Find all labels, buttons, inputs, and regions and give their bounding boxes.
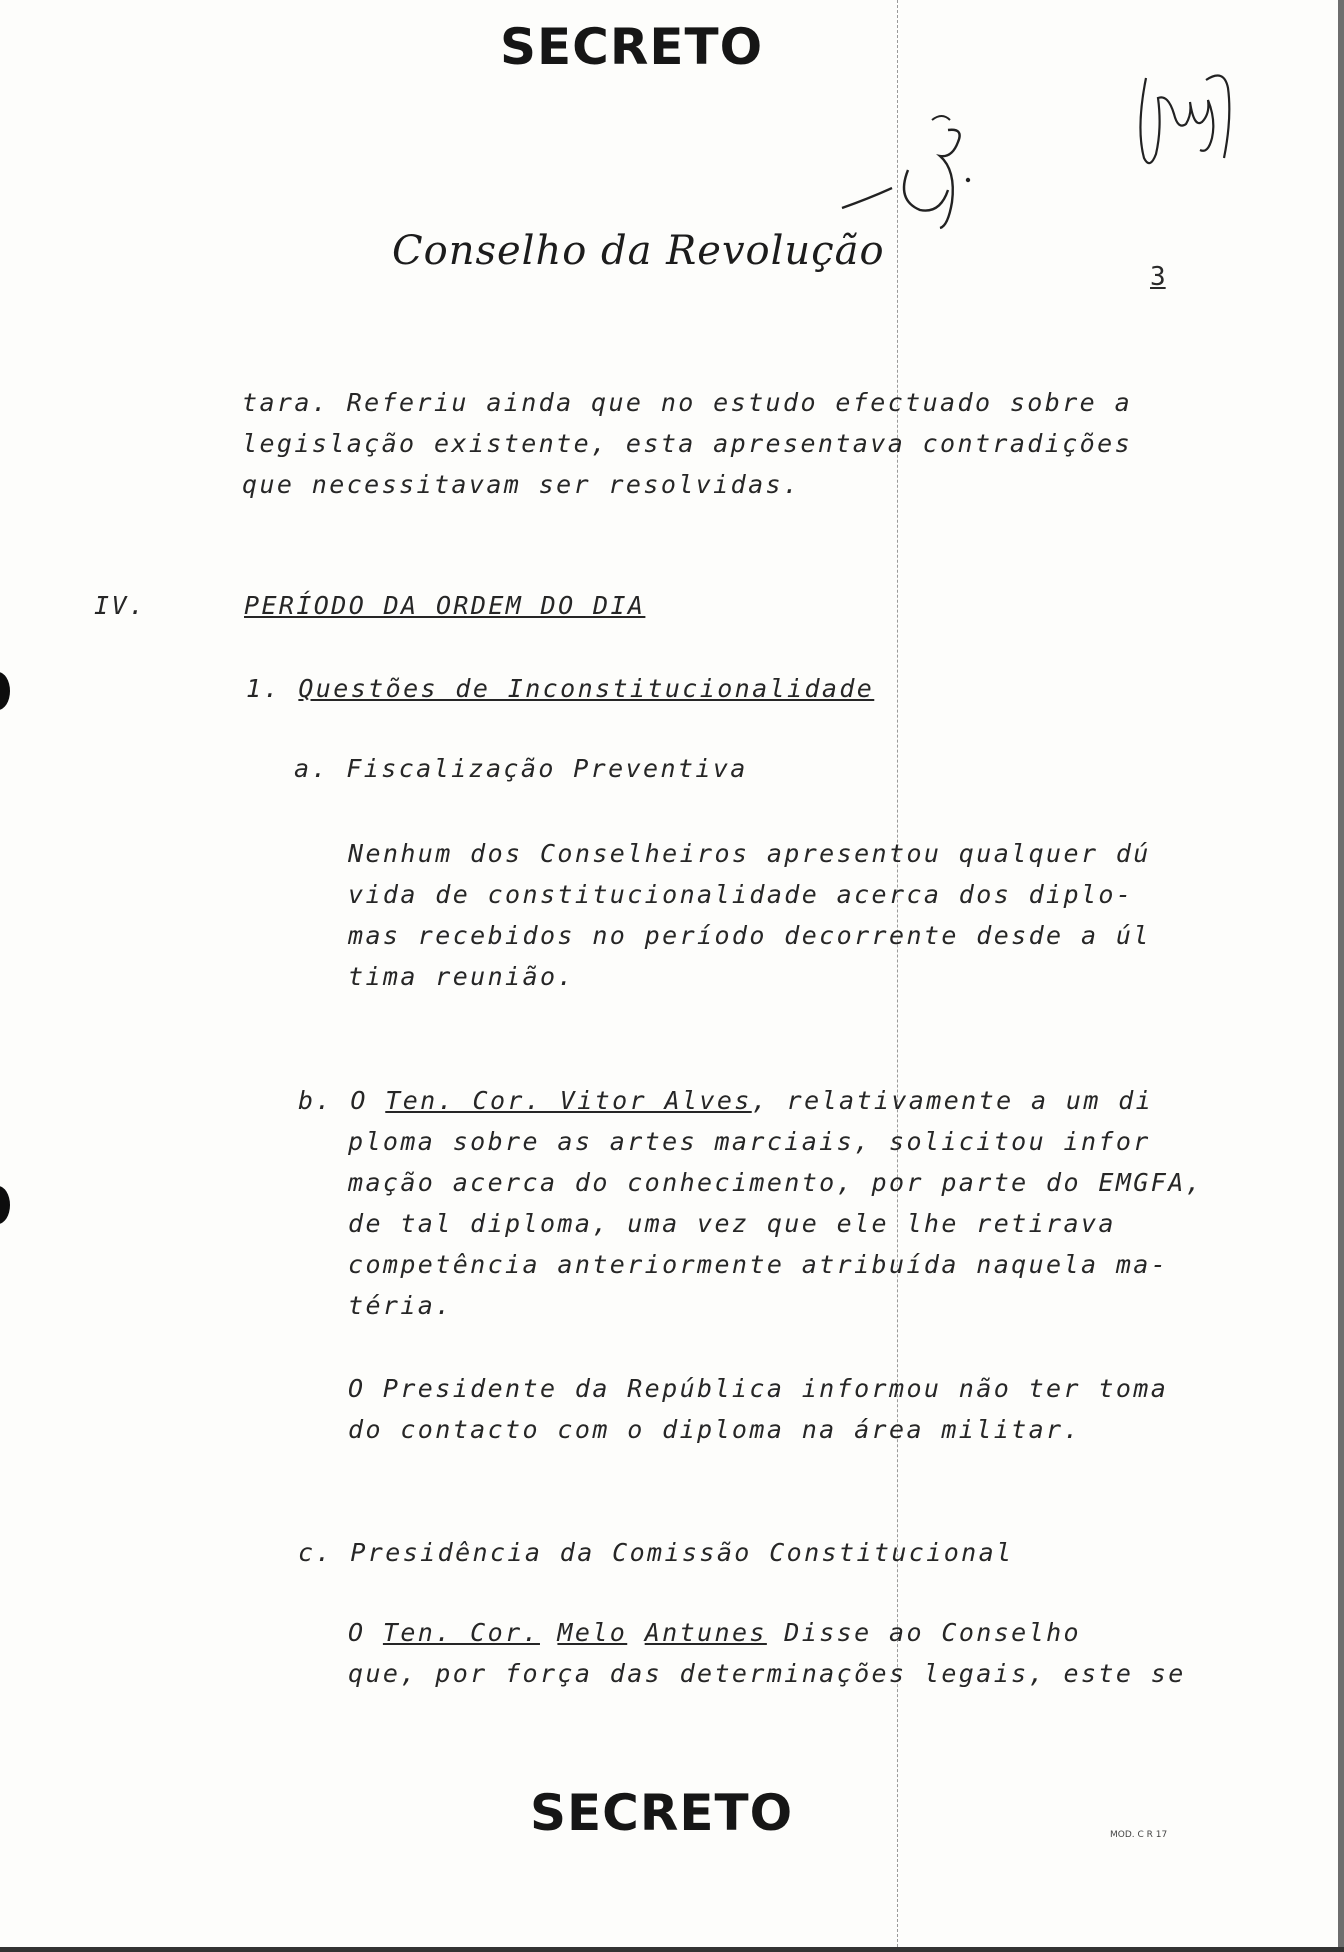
intro-line: que necessitavam ser resolvidas. <box>242 470 801 499</box>
sub-c-heading <box>298 1532 1014 1573</box>
sub-label: b. <box>298 1086 333 1115</box>
paragraph-line: Nenhum dos Conselheiros apresentou qualquer dú <box>348 839 1151 868</box>
paragraph-line: ploma sobre as artes marciais, solicitou infor <box>348 1127 1151 1156</box>
line-prefix: O <box>350 1086 386 1115</box>
sub-label: c. <box>298 1538 333 1567</box>
letterhead: Conselho da Revolução <box>392 228 885 274</box>
initials-signature <box>1128 58 1238 178</box>
paragraph-line: O Presidente da República informou não ter toma <box>348 1374 1169 1403</box>
paragraph-line: mação acerca do conhecimento, por parte do EMGFA, <box>348 1168 1204 1197</box>
sub-b-paragraph <box>298 1080 1153 1121</box>
punch-hole-top <box>0 672 10 710</box>
sub-label: a. <box>294 754 329 783</box>
speaker-name: Ten. Cor. Vitor Alves <box>385 1086 752 1115</box>
paragraph-line <box>298 1080 1153 1121</box>
form-code: MOD. C R 17 <box>1110 1830 1168 1840</box>
paragraph-line <box>348 1612 1186 1653</box>
sub-b-reply <box>348 1368 1168 1450</box>
paragraph-line: de tal diploma, uma vez que ele lhe retirava <box>348 1209 1116 1238</box>
speaker-rank: Ten. Cor. <box>382 1618 540 1647</box>
line-prefix: O <box>348 1618 383 1647</box>
paragraph-line: téria. <box>348 1291 453 1320</box>
paragraph-line: tima reunião. <box>348 962 575 991</box>
sub-title: Fiscalização Preventiva <box>346 754 748 783</box>
line-suffix: Disse ao Conselho <box>766 1618 1081 1647</box>
page-number: 3 <box>1150 262 1166 292</box>
classification-stamp-top: SECRETO <box>500 18 764 76</box>
section-title: PERÍODO DA ORDEM DO DIA <box>244 591 646 620</box>
punch-hole-bottom <box>0 1186 10 1224</box>
paragraph-line: competência anteriormente atribuída naquela ma- <box>348 1250 1169 1279</box>
sub-b-continuation <box>348 1121 1203 1326</box>
sub-c-paragraph <box>348 1612 1186 1694</box>
item-title: Questões de Inconstitucionalidade <box>298 674 875 703</box>
paragraph-line: vida de constitucionalidade acerca dos diplo- <box>348 880 1134 909</box>
sub-a-heading <box>294 748 748 789</box>
classification-stamp-bottom: SECRETO <box>530 1784 794 1842</box>
intro-line: legislação existente, esta apresentava contradições <box>242 429 1133 458</box>
page-edge-right <box>1338 0 1344 1952</box>
item-1-heading <box>246 668 874 709</box>
item-number: 1. <box>246 674 281 703</box>
section-numeral: IV. <box>94 591 147 620</box>
page-edge-bottom <box>0 1947 1344 1952</box>
paragraph-line: do contacto com o diploma na área militar. <box>348 1415 1081 1444</box>
line-suffix: , relativamente a um di <box>751 1086 1154 1115</box>
paragraph-line: mas recebidos no período decorrente desde a úl <box>348 921 1151 950</box>
sub-a-paragraph <box>348 833 1151 997</box>
paragraph-line: que, por força das determinações legais, este se <box>348 1659 1186 1688</box>
speaker-name-last: Antunes <box>644 1618 767 1647</box>
handwritten-scribble <box>840 110 1020 240</box>
speaker-name-first: Melo <box>557 1618 628 1647</box>
sub-title: Presidência da Comissão Constitucional <box>350 1538 1014 1567</box>
intro-paragraph <box>242 382 1132 505</box>
intro-line: tara. Referiu ainda que no estudo efectuado sobre a <box>242 388 1133 417</box>
